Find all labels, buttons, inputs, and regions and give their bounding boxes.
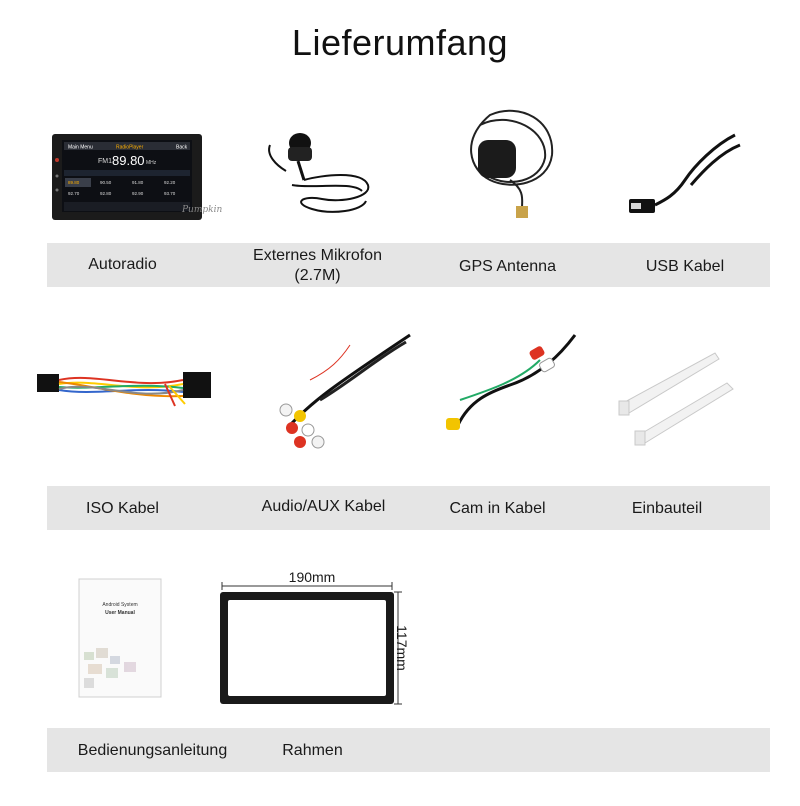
user-manual-image bbox=[78, 578, 162, 700]
radio-preset: 92.80 bbox=[100, 191, 112, 196]
audio-aux-cable-image bbox=[270, 330, 420, 455]
frame-image bbox=[212, 568, 412, 718]
radio-player-label: RadioPlayer bbox=[116, 144, 144, 151]
cam-in-kabel-label: Cam in Kabel bbox=[449, 500, 546, 517]
radio-preset: 92.70 bbox=[68, 191, 80, 196]
autoradio-label: Autoradio bbox=[88, 256, 157, 273]
radio-preset: 93.70 bbox=[164, 191, 176, 196]
radio-preset: 89.80 bbox=[68, 180, 80, 185]
radio-band-label: FM1 bbox=[98, 158, 112, 165]
gps-antenna-label: GPS Antenna bbox=[459, 258, 556, 275]
microphone-image bbox=[262, 125, 382, 225]
usb-kabel-label: USB Kabel bbox=[645, 258, 725, 275]
frame-width-label: 190mm bbox=[288, 569, 336, 585]
manual-title-line1: Android System bbox=[102, 602, 138, 608]
gps-antenna-image bbox=[450, 100, 560, 225]
frame-height-label: 117mm bbox=[394, 625, 410, 671]
radio-preset: 92.20 bbox=[164, 180, 176, 185]
cam-in-cable-image bbox=[440, 330, 585, 445]
radio-main-menu-label: Main Menu bbox=[68, 144, 93, 151]
mounting-bracket-image bbox=[615, 345, 740, 450]
einbauteil-label: Einbauteil bbox=[631, 500, 703, 517]
radio-back-label: Back bbox=[176, 144, 188, 151]
manual-title-line2: User Manual bbox=[105, 610, 135, 616]
radio-preset: 90.50 bbox=[100, 180, 112, 185]
mikrofon-label-line2: (2.7M) bbox=[294, 267, 341, 284]
radio-preset: 92.90 bbox=[132, 191, 144, 196]
radio-unit: MHz bbox=[146, 160, 157, 166]
iso-cable-image bbox=[35, 360, 215, 410]
mikrofon-label-line1: Externes Mikrofon bbox=[253, 247, 382, 264]
radio-watermark: Pumpkin bbox=[182, 205, 223, 215]
audio-aux-kabel-label: Audio/AUX Kabel bbox=[261, 498, 386, 515]
iso-kabel-label: ISO Kabel bbox=[86, 500, 159, 517]
radio-frequency: 89.80 bbox=[112, 153, 145, 168]
rahmen-label: Rahmen bbox=[282, 742, 343, 759]
radio-preset: 91.80 bbox=[132, 180, 144, 185]
page-title: Lieferumfang bbox=[291, 22, 509, 63]
usb-cable-image bbox=[625, 125, 745, 215]
bedienungsanleitung-label: Bedienungsanleitung bbox=[77, 742, 228, 759]
